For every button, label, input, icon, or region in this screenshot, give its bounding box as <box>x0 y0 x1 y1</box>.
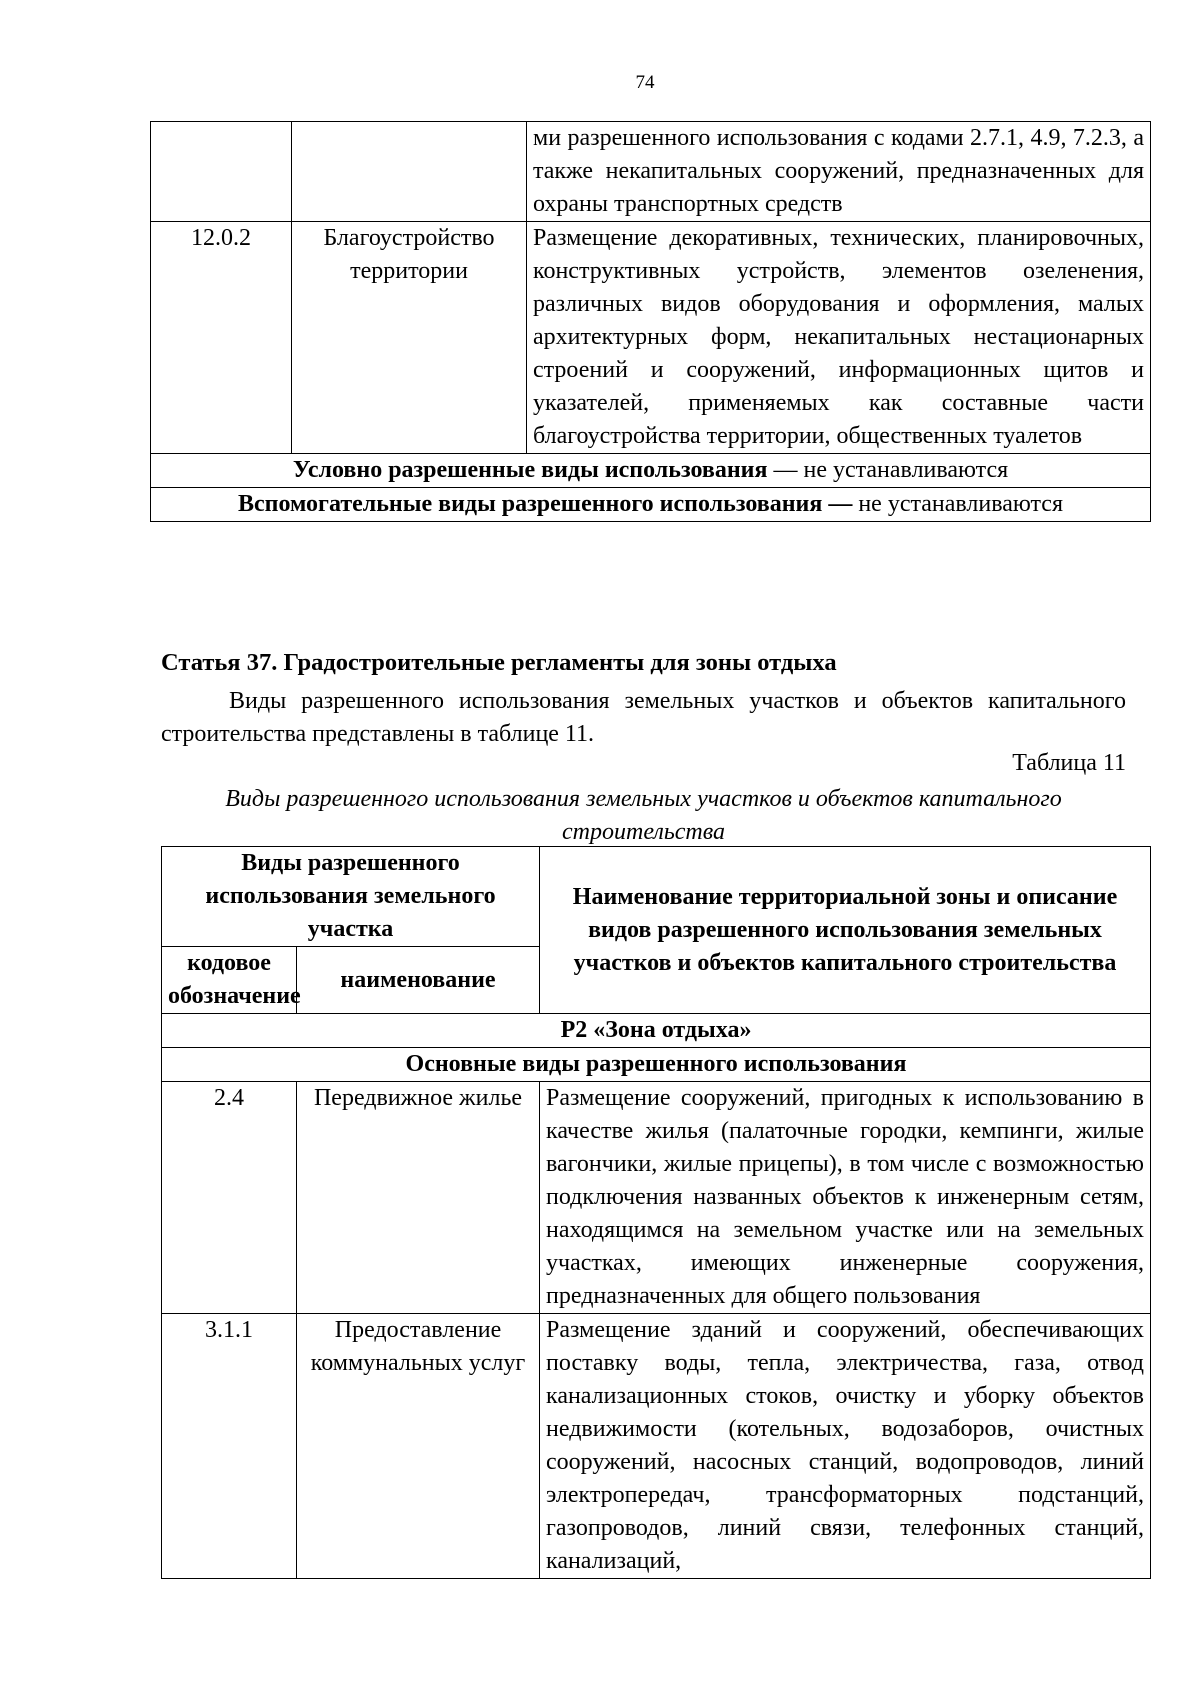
name-cell: Благоустройство территории <box>292 222 527 454</box>
auxiliary-uses-note: не устанавливаются <box>852 491 1063 517</box>
table-row <box>162 1314 1151 1579</box>
auxiliary-uses-title: Вспомогательные виды разрешенного использования — <box>237 491 853 517</box>
name-cell: Передвижное жилье <box>297 1082 540 1314</box>
header-description-cell: Наименование территориальной зоны и описание видов разрешенного использования земельных участков и объектов капитального строительства <box>540 847 1151 1014</box>
table-label: Таблица 11 <box>1012 750 1126 776</box>
table-row <box>162 1082 1151 1314</box>
code-cell <box>151 122 292 222</box>
code-cell: 2.4 <box>162 1082 297 1314</box>
code-cell: 12.0.2 <box>151 222 292 454</box>
header-name-cell: наименование <box>297 947 540 1014</box>
header-code-cell: кодовое обозначение <box>162 947 297 1014</box>
page-number: 74 <box>635 72 655 93</box>
table-row <box>151 122 1151 222</box>
code-cell: 3.1.1 <box>162 1314 297 1579</box>
section-row <box>162 1048 1151 1082</box>
description-cell: Размещение декоративных, технических, планировочных, конструктивных устройств, элементов озеленения, различных видов оборудования и оформления, малых архитектурных форм, некапитальных нестационарных строений и сооружений, информационных щитов и указателей, применяемых как составные части благоустройства территории, общественных туалетов <box>527 222 1151 454</box>
table-10-continuation <box>150 121 1151 522</box>
auxiliary-uses-cell <box>151 488 1151 522</box>
auxiliary-uses-row <box>151 488 1151 522</box>
article-heading: Статья 37. Градостроительные регламенты для зоны отдыха <box>161 649 837 676</box>
name-cell: Предоставление коммунальных услуг <box>297 1314 540 1579</box>
conditional-uses-row <box>151 454 1151 488</box>
table-row <box>151 222 1151 454</box>
description-cell: Размещение сооружений, пригодных к использованию в качестве жилья (палаточные городки, кемпинги, жилые вагончики, жилые прицепы), в том числе с возможностью подключения названных объектов к инженерным сетям, находящимся на земельном участке или на земельных участках, имеющих инженерные сооружения, предназначенных для общего пользования <box>540 1082 1151 1314</box>
article-paragraph <box>161 685 1126 751</box>
conditional-uses-title: Условно разрешенные виды использования <box>292 457 768 483</box>
zone-row <box>162 1014 1151 1048</box>
section-cell: Основные виды разрешенного использования <box>162 1048 1151 1082</box>
table-11 <box>161 846 1151 1579</box>
zone-cell: Р2 «Зона отдыха» <box>162 1014 1151 1048</box>
header-group-cell: Виды разрешенного использования земельного участка <box>162 847 540 947</box>
conditional-uses-cell <box>151 454 1151 488</box>
table-caption: Виды разрешенного использования земельных участков и объектов капитального строительства <box>225 786 1062 845</box>
description-cell: ми разрешенного использования с кодами 2.7.1, 4.9, 7.2.3, а также некапитальных сооружений, предназначенных для охраны транспортных средств <box>527 122 1151 222</box>
table-header-row <box>162 847 1151 947</box>
paragraph-text: Виды разрешенного использования земельных участков и объектов капитального строительства представлены в таблице 11. <box>161 688 1126 747</box>
description-cell: Размещение зданий и сооружений, обеспечивающих поставку воды, тепла, электричества, газа, отвод канализационных стоков, очистку и уборку объектов недвижимости (котельных, водозаборов, очистных сооружений, насосных станций, водопроводов, линий электропередач, трансформаторных подстанций, газопроводов, линий связи, телефонных станций, канализаций, <box>540 1314 1151 1579</box>
conditional-uses-note: — не устанавливаются <box>767 457 1009 483</box>
name-cell <box>292 122 527 222</box>
